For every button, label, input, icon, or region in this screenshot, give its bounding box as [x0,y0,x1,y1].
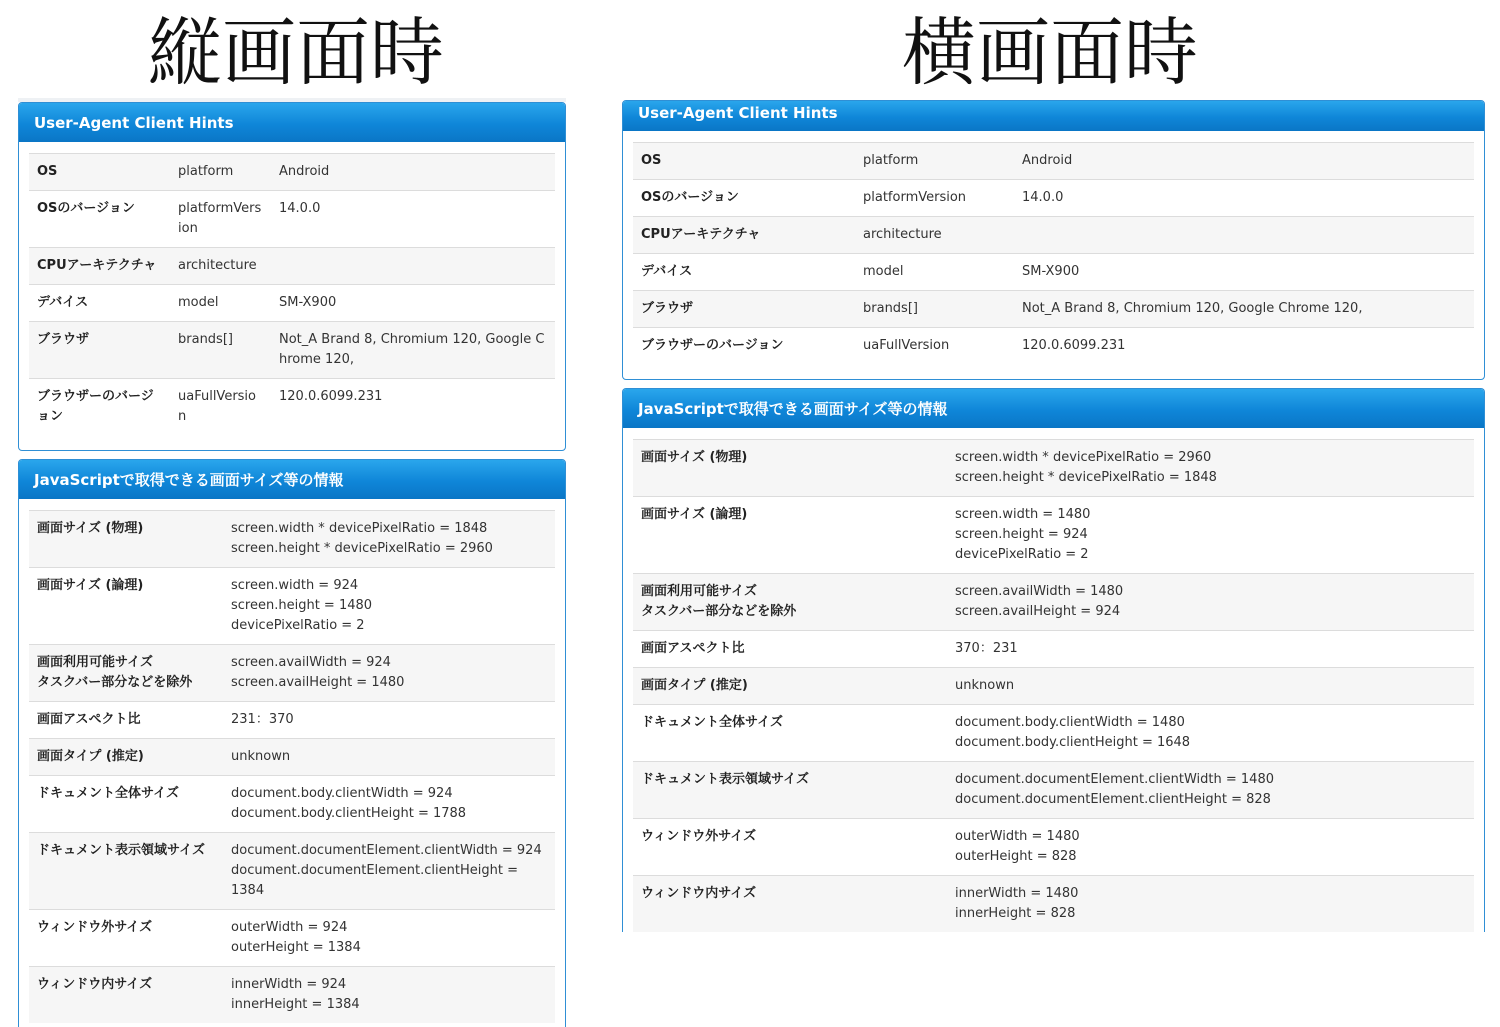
row-value: SM-X900 [279,295,337,310]
row-value [947,705,1474,762]
row-label: 画面サイズ (物理) [633,440,947,497]
value-line: screen.width = 924 [231,578,359,593]
screen-info-card [622,388,1485,932]
value-line: outerHeight = 828 [955,849,1077,864]
row-label: ウィンドウ外サイズ [641,829,757,844]
row-value [947,574,1474,631]
table-row [29,910,555,967]
table-row [633,254,1474,291]
row-value [223,739,555,776]
row-label: ブラウザ [633,291,855,328]
row-value [223,702,555,739]
table-row [29,191,555,248]
value-line: innerHeight = 828 [955,906,1076,921]
value-line: document.body.clientHeight = 1788 [231,806,467,821]
table-row [29,645,555,702]
row-value [947,819,1474,876]
row-label: CPUアーキテクチャ [633,217,855,254]
value-line: document.documentElement.clientWidth = 1480 [955,772,1274,787]
table-row [633,705,1474,762]
landscape-heading: 横画面時 [902,10,1198,96]
row-value [1014,217,1474,254]
value-line: outerWidth = 924 [231,920,348,935]
value-line: document.documentElement.clientHeight = 1384 [231,863,518,898]
row-label: ブラウザーのバージョン [37,389,154,424]
table-row [633,876,1474,933]
row-label: ウィンドウ内サイズ [633,876,947,933]
table-row [633,291,1474,328]
row-label: OS [633,143,855,180]
ua-card-header: User-Agent Client Hints [623,101,1484,131]
row-value [223,511,555,568]
row-value: 120.0.6099.231 [1022,338,1126,353]
row-label: ドキュメント表示領域サイズ [29,833,223,910]
portrait-heading: 縦画面時 [148,10,444,96]
value-line: screen.availHeight = 1480 [231,675,405,690]
row-value [947,668,1474,705]
row-label: 画面アスペクト比 [641,641,745,656]
row-key: architecture [855,217,1014,254]
value-line: outerWidth = 1480 [955,829,1080,844]
table-row [633,143,1474,180]
row-label: 画面タイプ (推定) [633,668,947,705]
row-label: 画面アスペクト比 [37,712,141,727]
table-row [633,762,1474,819]
value-line: document.documentElement.clientHeight = 828 [955,792,1271,807]
row-label: 画面サイズ (論理) [641,507,748,522]
row-label: OSのバージョン [37,201,135,216]
value-line: screen.height = 1480 [231,598,373,613]
row-label: CPUアーキテクチャ [29,248,170,285]
table-row [29,776,555,833]
value-line: unknown [231,749,291,764]
value-line: screen.width = 1480 [955,507,1091,522]
value-line: innerWidth = 924 [231,977,347,992]
row-label: 画面サイズ (論理) [37,578,144,593]
value-line: innerHeight = 1384 [231,997,360,1012]
row-value: Android [271,154,555,191]
row-value [223,568,555,645]
row-label: ブラウザーのバージョン [641,338,784,353]
row-value [947,631,1474,668]
row-label: ドキュメント全体サイズ [641,715,783,730]
table-row [633,631,1474,668]
row-key: brands[] [170,322,271,379]
row-label: デバイス [641,264,693,279]
row-key: brands[] [855,291,1014,328]
table-row [29,739,555,776]
table-row [633,668,1474,705]
value-line: devicePixelRatio = 2 [955,547,1089,562]
row-label: 画面タイプ (推定) [29,739,223,776]
ua-client-hints-card [18,102,566,451]
table-row [29,967,555,1024]
row-value [223,833,555,910]
row-value [947,497,1474,574]
row-value [271,248,555,285]
table-row [633,217,1474,254]
table-row [29,702,555,739]
value-line: outerHeight = 1384 [231,940,361,955]
value-line: devicePixelRatio = 2 [231,618,365,633]
value-line: innerWidth = 1480 [955,886,1079,901]
table-row [633,440,1474,497]
row-key: platformVersion [863,190,967,205]
row-label: 画面サイズ (物理) [29,511,223,568]
value-line: unknown [955,678,1015,693]
screen-info-card-header: JavaScriptで取得できる画面サイズ等の情報 [623,389,1484,428]
value-line: screen.width * devicePixelRatio = 2960 [955,450,1212,465]
row-key: model [863,264,904,279]
row-value [223,645,555,702]
row-key: uaFullVersion [178,389,256,424]
value-line: screen.availWidth = 1480 [955,584,1124,599]
screen-info-table [29,510,555,1023]
value-line: screen.width * devicePixelRatio = 1848 [231,521,488,536]
ua-client-hints-card [622,100,1485,380]
table-row [633,180,1474,217]
table-row [29,248,555,285]
value-line: document.documentElement.clientWidth = 924 [231,843,542,858]
value-line: 370：231 [955,641,1018,656]
value-line: 231：370 [231,712,294,727]
value-line: screen.height * devicePixelRatio = 1848 [955,470,1217,485]
table-row [29,511,555,568]
row-label: ウィンドウ外サイズ [37,920,153,935]
row-label: OS [29,154,170,191]
row-value [947,876,1474,933]
row-value [223,776,555,833]
row-label: 画面利用可能サイズ タスクバー部分などを除外 [29,645,223,702]
row-label: ウィンドウ内サイズ [29,967,223,1024]
ua-table [29,153,555,435]
row-value: Not_A Brand 8, Chromium 120, Google Chrome 120, [1014,291,1474,328]
value-line: document.body.clientWidth = 924 [231,786,453,801]
row-value [947,762,1474,819]
table-row [29,285,555,322]
row-key: uaFullVersion [863,338,950,353]
screen-info-table [633,439,1474,932]
row-label: ブラウザ [29,322,170,379]
value-line: screen.availHeight = 924 [955,604,1121,619]
row-value [223,967,555,1024]
row-label: ドキュメント全体サイズ [37,786,179,801]
row-value: Not_A Brand 8, Chromium 120, Google Chrome 120, [271,322,555,379]
table-row [29,833,555,910]
row-label: ドキュメント表示領域サイズ [633,762,947,819]
value-line: document.body.clientHeight = 1648 [955,735,1191,750]
row-value: 120.0.6099.231 [279,389,383,404]
table-row [633,328,1474,365]
portrait-screenshot [18,98,566,1027]
value-line: screen.height * devicePixelRatio = 2960 [231,541,493,556]
row-label: デバイス [37,295,89,310]
landscape-screenshot [622,100,1485,932]
row-value: Android [1014,143,1474,180]
value-line: screen.height = 924 [955,527,1088,542]
table-row [29,154,555,191]
row-label: OSのバージョン [641,190,739,205]
table-row [633,497,1474,574]
row-key: platformVersion [178,201,262,236]
screen-info-card-header: JavaScriptで取得できる画面サイズ等の情報 [19,460,565,499]
ua-card-header: User-Agent Client Hints [19,103,565,142]
table-row [29,379,555,436]
table-row [29,322,555,379]
screen-info-card [18,459,566,1027]
table-row [29,568,555,645]
row-label: 画面利用可能サイズ タスクバー部分などを除外 [633,574,947,631]
table-row [633,574,1474,631]
table-row [633,819,1474,876]
ua-table [633,142,1474,364]
row-key: architecture [170,248,271,285]
row-key: model [178,295,219,310]
value-line: screen.availWidth = 924 [231,655,391,670]
row-value: 14.0.0 [1022,190,1064,205]
row-value: SM-X900 [1022,264,1080,279]
row-key: platform [855,143,1014,180]
row-value: 14.0.0 [279,201,321,216]
row-value [947,440,1474,497]
row-value [223,910,555,967]
value-line: document.body.clientWidth = 1480 [955,715,1185,730]
row-key: platform [170,154,271,191]
